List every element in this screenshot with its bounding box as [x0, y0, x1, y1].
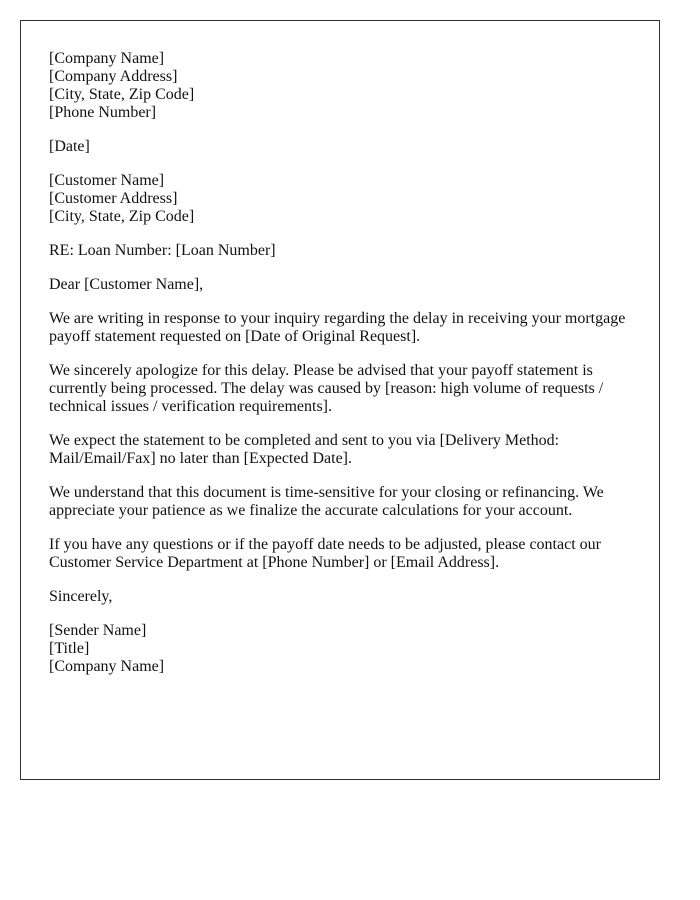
closing-block	[49, 588, 631, 606]
salutation-block	[49, 276, 631, 294]
recipient-customer-name: [Customer Name]	[49, 172, 165, 189]
sender-address-block	[49, 50, 631, 122]
letter-date: [Date]	[49, 138, 90, 155]
body-paragraph-5	[49, 536, 631, 572]
paragraph-line: If you have any questions or if the payoff date needs to be adjusted, please contact our	[49, 536, 601, 553]
paragraph-line: technical issues / verification requirements].	[49, 398, 333, 415]
paragraph-line: Mail/Email/Fax] no later than [Expected Date].	[49, 450, 352, 467]
paragraph-line: We are writing in response to your inquiry regarding the delay in receiving your mortgage	[49, 310, 626, 327]
letter-page	[20, 20, 660, 780]
sender-company-name: [Company Name]	[49, 50, 165, 67]
reference-line	[49, 242, 631, 260]
recipient-city-state-zip: [City, State, Zip Code]	[49, 208, 195, 225]
signature-block	[49, 622, 631, 676]
signature-company-name: [Company Name]	[49, 658, 165, 675]
sender-company-address: [Company Address]	[49, 68, 178, 85]
date-block	[49, 138, 631, 156]
paragraph-line: payoff statement requested on [Date of Original Request].	[49, 328, 421, 345]
sender-city-state-zip: [City, State, Zip Code]	[49, 86, 195, 103]
body-paragraph-4	[49, 484, 631, 520]
paragraph-line: We sincerely apologize for this delay. Please be advised that your payoff statement is	[49, 362, 593, 379]
recipient-address-block	[49, 172, 631, 226]
signature-title: [Title]	[49, 640, 90, 657]
salutation: Dear [Customer Name],	[49, 276, 204, 293]
body-paragraph-3	[49, 432, 631, 468]
signature-sender-name: [Sender Name]	[49, 622, 147, 639]
closing: Sincerely,	[49, 588, 113, 605]
paragraph-line: Customer Service Department at [Phone Number] or [Email Address].	[49, 554, 500, 571]
paragraph-line: We expect the statement to be completed and sent to you via [Delivery Method:	[49, 432, 560, 449]
paragraph-line: currently being processed. The delay was caused by [reason: high volume of requests /	[49, 380, 604, 397]
paragraph-line: appreciate your patience as we finalize the accurate calculations for your account.	[49, 502, 573, 519]
paragraph-line: We understand that this document is time-sensitive for your closing or refinancing. We	[49, 484, 604, 501]
sender-phone-number: [Phone Number]	[49, 104, 157, 121]
body-paragraph-2	[49, 362, 631, 416]
body-paragraph-1	[49, 310, 631, 346]
loan-reference: RE: Loan Number: [Loan Number]	[49, 242, 276, 259]
recipient-customer-address: [Customer Address]	[49, 190, 178, 207]
